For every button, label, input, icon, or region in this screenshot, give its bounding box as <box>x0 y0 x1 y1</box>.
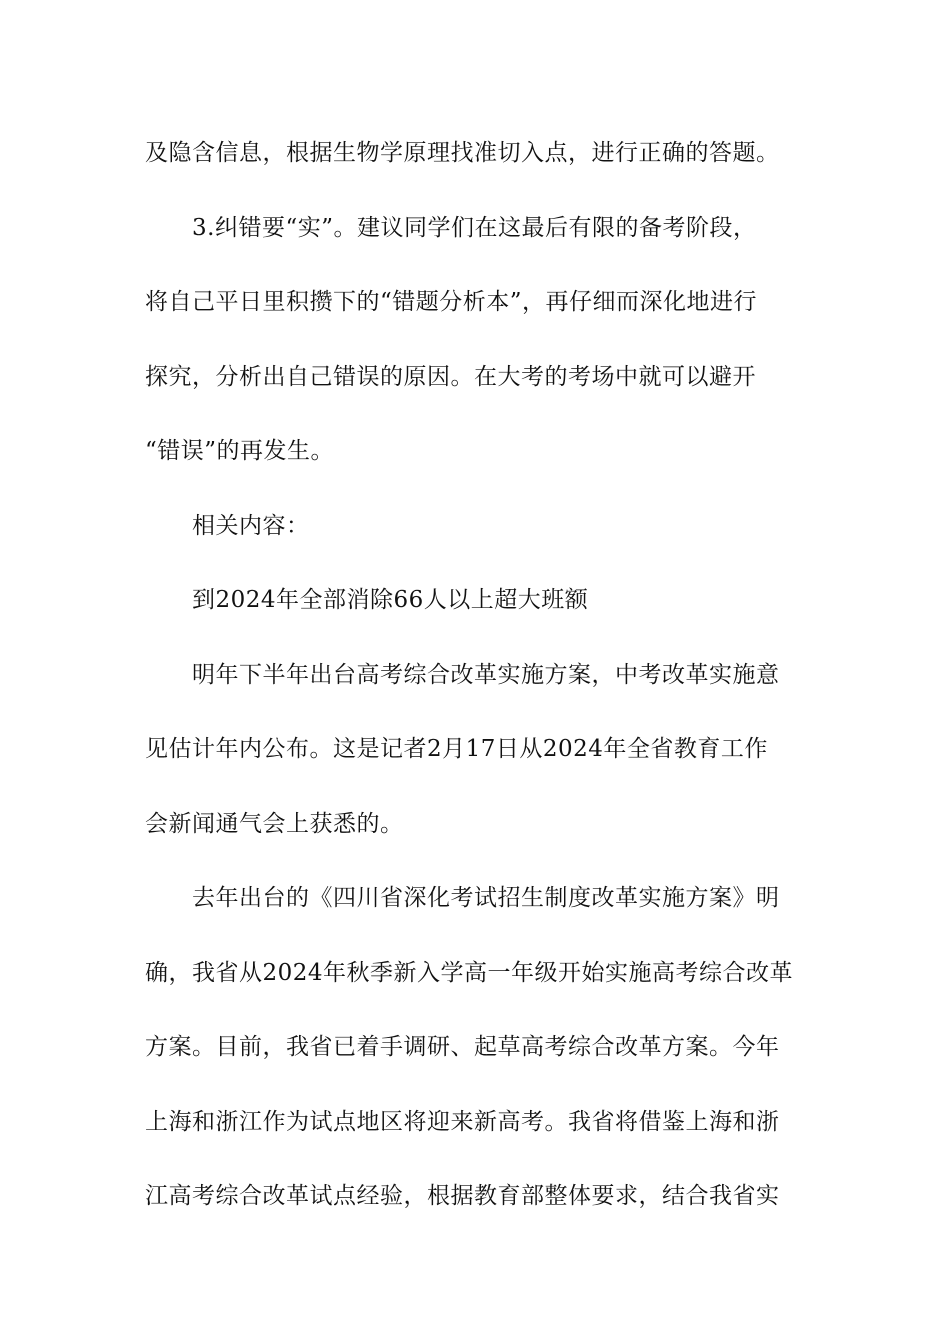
paragraph-line: 上海和浙江作为试点地区将迎来新高考。我省将借鉴上海和浙 <box>145 1109 780 1135</box>
paragraph-line: 去年出台的《四川省深化考试招生制度改革实施方案》明 <box>192 885 780 911</box>
paragraph-line: “错误”的再发生。 <box>145 438 335 464</box>
paragraph-line: 确，我省从2024年秋季新入学高一年级开始实施高考综合改革 <box>145 960 794 986</box>
paragraph-line: 会新闻通气会上获悉的。 <box>145 811 404 837</box>
paragraph-line: 3.纠错要“实”。建议同学们在这最后有限的备考阶段， <box>192 215 757 241</box>
paragraph-line: 江高考综合改革试点经验，根据教育部整体要求，结合我省实 <box>145 1183 780 1209</box>
paragraph-line: 探究，分析出自己错误的原因。在大考的考场中就可以避开 <box>145 364 756 390</box>
paragraph-line: 及隐含信息，根据生物学原理找准切入点，进行正确的答题。 <box>145 140 780 166</box>
related-headline: 到2024年全部消除66人以上超大班额 <box>192 587 589 613</box>
paragraph-line: 将自己平日里积攒下的“错题分析本”，再仔细而深化地进行 <box>145 289 758 315</box>
paragraph-line: 见估计年内公布。这是记者2月17日从2024年全省教育工作 <box>145 736 768 762</box>
paragraph-line: 方案。目前，我省已着手调研、起草高考综合改革方案。今年 <box>145 1034 780 1060</box>
section-label: 相关内容： <box>192 513 310 539</box>
paragraph-line: 明年下半年出台高考综合改革实施方案，中考改革实施意 <box>192 662 780 688</box>
